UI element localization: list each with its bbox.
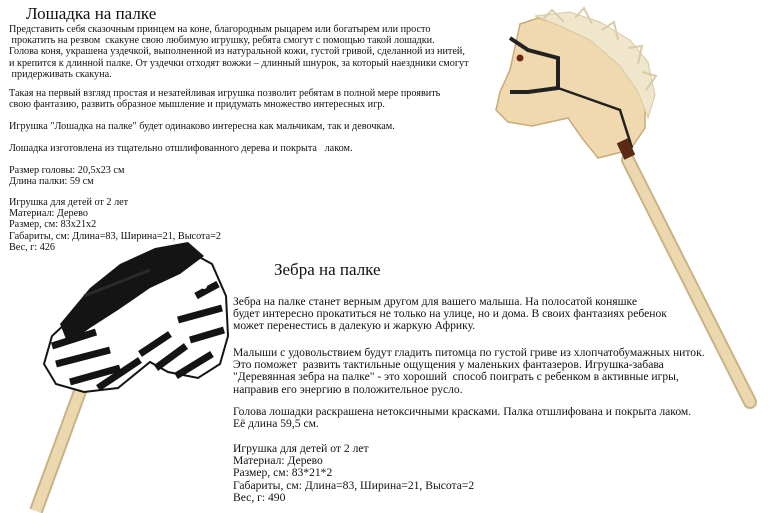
zebra-desc-2: Малыши с удовольствием будут гладить питомца по густой гриве из хлопчатобумажных ниток. Это поможет развить тактильные ощущения у маленьких фантазеров. Игрушка-забава "Деревянная зебра на палке" - это хороший способ поиграть с ребенком в активные игры, направив его энергию в положительное русло. bbox=[233, 346, 705, 396]
horse-specs: Игрушка для детей от 2 лет Материал: Дерево Размер, см: 83x21x2 Габариты, см: Длина=83, Ширина=21, Высота=2 Вес, г: 426 bbox=[9, 197, 221, 253]
hobby-zebra-image bbox=[0, 236, 240, 513]
zebra-desc-3: Голова лошадки раскрашена нетоксичными красками. Палка отшлифована и покрыта лаком. Её длина 59,5 см. bbox=[233, 405, 692, 431]
horse-size: Размер головы: 20,5х23 см Длина палки: 59 см bbox=[9, 165, 125, 188]
horse-desc-2: Такая на первый взгляд простая и незатейливая игрушка позволит ребятам в полной мере проявить свою фантазию, развить образное мышление и придумать множество интересных игр. bbox=[9, 88, 441, 111]
horse-desc-3: Игрушка "Лошадка на палке" будет одинаково интересна как мальчикам, так и девочкам. bbox=[9, 121, 395, 132]
zebra-desc-1: Зебра на палке станет верным другом для вашего малыша. На полосатой коняшке будет интересно прокатиться не только на улице, но и дома. В своих фантазиях ребенок может перенестись в далекую и жаркую Африку. bbox=[233, 295, 667, 333]
horse-desc-1: Представить себя сказочным принцем на коне, благородным рыцарем или богатырем или просто прокатить на резвом скакуне свою любимую игрушку, ребята смогут с помощью такой лошадки. Голова коня, украшена уздечкой, выполненной из натуральной кожи, густой гривой, сделанной из нитей, и крепится к длинной палке. От уздечки отходят вожжи – длинный шнурок, за который наездники смогут придерживать скакуна. bbox=[9, 24, 469, 80]
zebra-specs: Игрушка для детей от 2 лет Материал: Дерево Размер, см: 83*21*2 Габариты, см: Длина=83, Ширина=21, Высота=2 Вес, г: 490 bbox=[233, 442, 475, 504]
zebra-title: Зебра на палке bbox=[274, 260, 381, 279]
horse-desc-4: Лошадка изготовлена из тщательно отшлифованного дерева и покрыта лаком. bbox=[9, 143, 353, 154]
horse-title: Лошадка на палке bbox=[26, 4, 157, 23]
